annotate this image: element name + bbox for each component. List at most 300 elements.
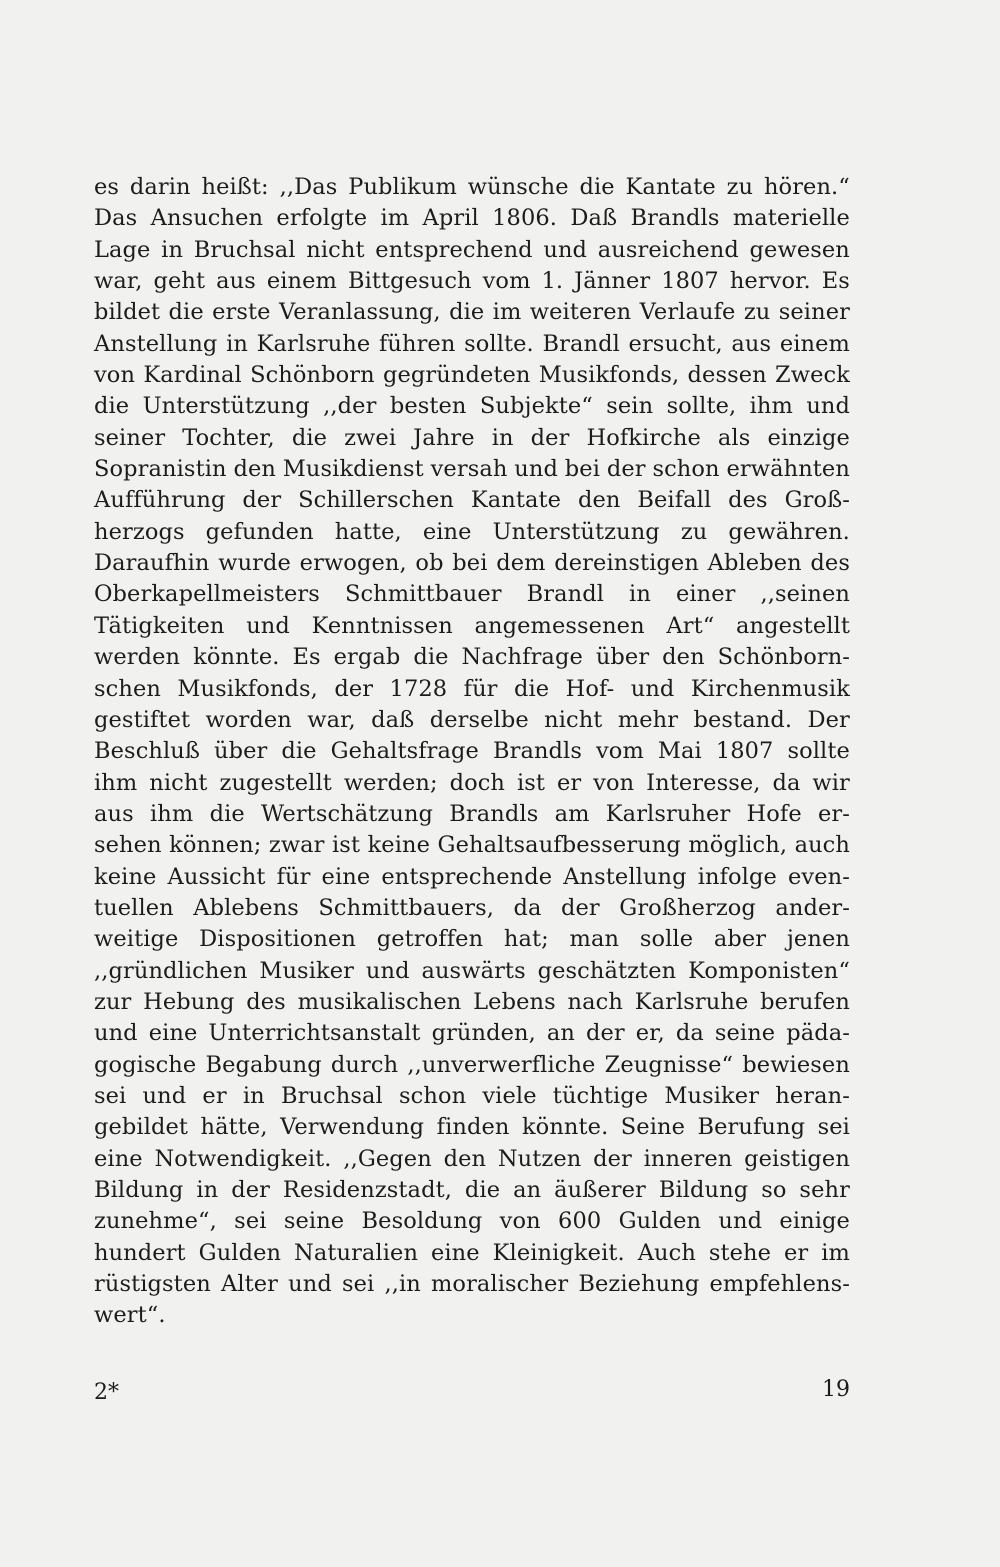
text-line: [94, 642, 850, 673]
word: Unterrichtsanstalt: [208, 1020, 421, 1047]
signature-mark: 2*: [94, 1380, 119, 1405]
word: durch: [330, 1051, 399, 1078]
word: Kleinigkeit.: [492, 1239, 625, 1266]
word: moralischer: [430, 1271, 569, 1298]
word: ,,Gegen: [343, 1145, 432, 1172]
text-line: [94, 391, 850, 422]
word: er,: [635, 1020, 665, 1047]
word: wir: [812, 769, 850, 796]
text-line: [94, 266, 850, 297]
word: Bildung: [658, 1177, 749, 1203]
word: an: [546, 1020, 575, 1047]
word: gewesen: [749, 236, 850, 263]
word: auswärts: [421, 957, 526, 984]
text-line: [94, 203, 850, 234]
word: ,,Das: [279, 174, 338, 200]
word: Brandl: [542, 330, 620, 357]
word: eine: [430, 1239, 480, 1266]
word: Schmittbauer: [344, 581, 502, 608]
word: angemessenen: [474, 612, 645, 639]
text-line: [94, 579, 850, 610]
word: mehr: [617, 706, 679, 733]
word: so: [761, 1177, 787, 1203]
word: vom: [595, 738, 644, 765]
word: erwogen,: [299, 550, 407, 577]
word: darin: [129, 174, 191, 200]
word: Es: [821, 268, 850, 295]
word: ihm: [749, 393, 793, 420]
word: Verwendung: [280, 1114, 425, 1141]
word: können;: [169, 832, 262, 859]
word: er: [202, 1082, 227, 1109]
text-line: [94, 956, 850, 987]
word: Es: [292, 644, 321, 671]
word: er: [556, 769, 582, 796]
word: seiner: [94, 424, 166, 451]
word: zugestellt: [219, 769, 332, 796]
word: gogische: [94, 1051, 197, 1078]
word: ausreichend: [597, 236, 739, 263]
word: könnte.: [521, 1114, 609, 1141]
word: er-: [817, 800, 850, 827]
text-line: [94, 454, 850, 485]
word: sollte,: [666, 393, 737, 420]
word: herzogs: [94, 518, 185, 545]
word: heran-: [775, 1082, 850, 1109]
text-line: [94, 799, 850, 830]
word: Begabung: [205, 1051, 322, 1078]
word: und: [94, 1020, 138, 1047]
word: bildet: [94, 299, 161, 326]
word: Alter: [220, 1271, 279, 1298]
word: 1807: [661, 268, 719, 295]
word: zu: [680, 518, 708, 545]
word: Mai: [657, 738, 702, 765]
word: Beschluß: [94, 738, 201, 765]
word: bei: [564, 456, 601, 483]
word: Hofe: [746, 800, 802, 827]
text-line: [94, 548, 850, 579]
word: Kenntnissen: [311, 612, 453, 639]
word: Kardinal: [143, 362, 242, 389]
word: Zeugnisse“: [604, 1051, 734, 1078]
word: sehen: [94, 832, 162, 859]
word: von: [499, 1208, 541, 1235]
word: aus: [94, 800, 134, 827]
word: Lage: [94, 236, 151, 263]
word: des: [246, 988, 286, 1015]
word: Hebung: [143, 988, 235, 1015]
word: Jänner: [574, 268, 651, 295]
word: Unterstützung: [492, 518, 660, 545]
word: einem: [266, 268, 337, 295]
word: Brandls: [492, 738, 582, 765]
word: Komponisten“: [688, 957, 850, 984]
word: 1728: [389, 675, 448, 702]
word: den: [443, 1145, 487, 1172]
word: solle: [639, 926, 694, 953]
word: Schillerschen: [298, 487, 454, 514]
word: heißt:: [201, 174, 269, 200]
word: nicht: [306, 236, 365, 263]
word: sollte.: [464, 330, 534, 357]
word: sollte: [787, 738, 850, 765]
word: und: [718, 1208, 763, 1235]
text-line: [94, 1300, 850, 1331]
word: hören.“: [763, 174, 850, 200]
word: Großherzog: [619, 894, 756, 921]
word: Lebens: [473, 988, 556, 1015]
word: doch: [449, 769, 506, 796]
word: eine: [94, 1145, 143, 1172]
word: schon: [652, 456, 720, 483]
word: die: [291, 424, 328, 451]
word: den: [577, 487, 621, 514]
word: getroffen: [376, 926, 484, 953]
word: Hof-: [565, 675, 615, 702]
text-line: [94, 297, 850, 328]
word: Notwendigkeit.: [154, 1145, 332, 1172]
word: Brandl: [526, 581, 605, 608]
text-line: [94, 329, 850, 360]
word: Besoldung: [361, 1208, 483, 1235]
word: bestand.: [693, 706, 793, 733]
word: könnte.: [193, 644, 280, 671]
word: und: [514, 456, 558, 483]
word: der: [530, 424, 570, 451]
word: ist: [332, 832, 361, 859]
word: der: [593, 1145, 632, 1172]
word: ob: [415, 550, 444, 577]
word: werden: [94, 644, 181, 671]
word: besten: [389, 393, 467, 420]
word: nicht: [149, 769, 208, 796]
word: nicht: [544, 706, 603, 733]
word: und: [246, 612, 290, 639]
word: Bildung: [94, 1177, 184, 1203]
word: Kantate: [625, 174, 716, 200]
body-text: [94, 172, 850, 1332]
text-line: [94, 360, 850, 391]
word: zwar: [268, 832, 325, 859]
word: keine: [94, 863, 157, 890]
word: tüchtige: [552, 1082, 649, 1109]
word: sei: [94, 1082, 127, 1109]
word: Hofkirche: [586, 424, 701, 451]
word: wünsche: [467, 174, 569, 200]
word: Gehaltsaufbesserung: [437, 832, 681, 859]
word: Oberkapellmeisters: [94, 581, 320, 608]
word: ,,gründlichen: [94, 957, 248, 984]
word: bei: [452, 550, 488, 577]
word: in: [629, 581, 651, 608]
text-line: [94, 768, 850, 799]
word: und: [806, 393, 850, 420]
word: ander-: [775, 894, 850, 921]
word: stehe: [708, 1239, 772, 1266]
word: infolge: [697, 863, 777, 890]
word: vom: [482, 268, 531, 295]
word: Auch: [637, 1239, 696, 1266]
word: des: [810, 550, 850, 577]
word: Musikdienst: [282, 456, 424, 483]
word: Schmittbauers,: [318, 894, 495, 921]
word: Schönborn-: [717, 644, 850, 671]
word: 1.: [541, 268, 564, 295]
word: wurde: [218, 550, 291, 577]
text-line: [94, 423, 850, 454]
text-line: [94, 172, 850, 203]
word: Brandls: [630, 205, 720, 232]
word: einzige: [767, 424, 850, 451]
text-line: [94, 485, 850, 516]
word: gebildet: [94, 1114, 189, 1141]
word: des: [728, 487, 768, 514]
word: musikalischen: [297, 988, 462, 1015]
word: keine: [367, 832, 431, 859]
word: in: [196, 1177, 219, 1203]
text-line: [94, 674, 850, 705]
word: empfehlens-: [709, 1271, 850, 1298]
word: erfolgte: [276, 205, 368, 232]
word: gefunden: [205, 518, 314, 545]
word: viele: [482, 1082, 537, 1109]
word: der: [585, 1020, 625, 1047]
word: 600: [558, 1208, 602, 1235]
word: Nutzen: [497, 1145, 582, 1172]
word: die: [413, 644, 449, 671]
word: und: [288, 1271, 332, 1298]
word: derselbe: [429, 706, 529, 733]
word: aber: [713, 926, 767, 953]
word: sehr: [799, 1177, 850, 1203]
word: Der: [807, 706, 850, 733]
word: äußerer: [554, 1177, 646, 1203]
word: finden: [436, 1114, 510, 1141]
word: werden;: [343, 769, 438, 796]
word: der: [334, 675, 374, 702]
word: Tochter,: [182, 424, 275, 451]
word: hervor.: [729, 268, 811, 295]
text-line: [94, 1206, 850, 1237]
word: hundert: [94, 1239, 186, 1266]
word: Art“: [666, 612, 715, 639]
text-line: [94, 1018, 850, 1049]
text-line: [94, 235, 850, 266]
word: der: [242, 487, 282, 514]
word: Schönborn: [250, 362, 375, 389]
word: in: [226, 330, 248, 357]
word: erste: [212, 299, 271, 326]
word: im: [492, 299, 522, 326]
word: Nachfrage: [461, 644, 583, 671]
text-line: [94, 1112, 850, 1143]
word: Beifall: [637, 487, 712, 514]
text-line: [94, 1238, 850, 1269]
word: Gulden: [198, 1239, 282, 1266]
word: der: [231, 1177, 270, 1203]
word: sei: [341, 1271, 375, 1298]
word: und: [142, 1082, 187, 1109]
word: die: [513, 675, 550, 702]
word: ihm: [94, 769, 138, 796]
word: Wertschätzung: [261, 800, 434, 827]
word: Anstellung: [563, 863, 687, 890]
text-line: [94, 705, 850, 736]
text-line: [94, 517, 850, 548]
word: seine: [283, 1208, 345, 1235]
word: der: [606, 456, 646, 483]
word: ,,unverwerfliche: [407, 1051, 596, 1078]
word: im: [380, 205, 410, 232]
word: ,,seinen: [760, 581, 850, 608]
word: einer: [675, 581, 736, 608]
word: Kantate: [470, 487, 562, 514]
word: geht: [153, 268, 206, 295]
word: man: [569, 926, 620, 953]
text-line: [94, 893, 850, 924]
word: berufen: [760, 988, 850, 1015]
word: Verlaufe: [639, 299, 736, 326]
word: Musiker: [259, 957, 355, 984]
word: Brandls: [449, 800, 539, 827]
word: schon: [399, 1082, 467, 1109]
word: der: [561, 894, 600, 921]
word: even-: [787, 863, 850, 890]
word: und: [630, 675, 675, 702]
word: 1806.: [492, 205, 558, 232]
word: wert“.: [94, 1302, 166, 1329]
word: Groß-: [784, 487, 850, 514]
text-line: [94, 611, 850, 642]
word: Veranlassung,: [278, 299, 441, 326]
word: die: [281, 738, 317, 765]
word: inneren: [643, 1145, 733, 1172]
word: sein: [606, 393, 654, 420]
word: zu: [743, 299, 771, 326]
word: Das: [94, 205, 138, 232]
word: war,: [94, 268, 143, 295]
word: schen: [94, 675, 161, 702]
word: für: [276, 863, 311, 890]
word: hätte,: [200, 1114, 268, 1141]
word: den: [233, 456, 276, 483]
word: jenen: [786, 926, 850, 953]
word: Daraufhin: [94, 550, 210, 577]
word: Seine: [620, 1114, 686, 1141]
word: führen: [378, 330, 456, 357]
text-line: [94, 736, 850, 767]
word: weiteren: [529, 299, 632, 326]
word: rüstigsten: [94, 1271, 211, 1298]
text-line: [94, 862, 850, 893]
word: daß: [371, 706, 415, 733]
word: die: [94, 393, 130, 420]
word: seine: [714, 1020, 776, 1047]
word: eine: [422, 518, 472, 545]
word: Aussicht: [167, 863, 266, 890]
word: seiner: [778, 299, 850, 326]
word: zur: [94, 988, 132, 1015]
word: versah: [430, 456, 508, 483]
word: Kirchenmusik: [690, 675, 850, 702]
word: da: [513, 894, 542, 921]
word: sei: [234, 1208, 267, 1235]
word: eine: [321, 863, 371, 890]
word: weitige: [94, 926, 179, 953]
word: einem: [779, 330, 850, 357]
word: möglich,: [688, 832, 788, 859]
word: von: [94, 362, 136, 389]
word: materielle: [732, 205, 850, 232]
text-line: [94, 1144, 850, 1175]
word: Karlsruhe: [634, 988, 749, 1015]
word: päda-: [786, 1020, 850, 1047]
word: und: [365, 957, 410, 984]
word: nach: [567, 988, 623, 1015]
word: er: [783, 1239, 809, 1266]
word: Beziehung: [578, 1271, 700, 1298]
word: Musiker: [664, 1082, 760, 1109]
word: entsprechend: [375, 236, 533, 263]
word: gründen,: [431, 1020, 536, 1047]
word: Karlsruher: [605, 800, 731, 827]
word: April: [422, 205, 479, 232]
word: dem: [496, 550, 546, 577]
word: zunehme“,: [94, 1208, 217, 1235]
word: geschätzten: [537, 957, 677, 984]
word: angestellt: [736, 612, 850, 639]
text-line: [94, 924, 850, 955]
word: gestiftet: [94, 706, 191, 733]
word: Bittgesuch: [347, 268, 472, 295]
word: geistigen: [744, 1145, 850, 1172]
word: über: [595, 644, 650, 671]
word: den: [662, 644, 705, 671]
word: Bruchsal: [193, 236, 296, 263]
word: in: [242, 1082, 265, 1109]
word: Aufführung: [94, 487, 226, 514]
word: an: [513, 1177, 542, 1203]
word: erwähnten: [726, 456, 850, 483]
word: Gehaltsfrage: [330, 738, 479, 765]
word: da: [772, 769, 801, 796]
word: die: [579, 174, 615, 200]
word: Berufung: [697, 1114, 806, 1141]
word: hatte,: [334, 518, 402, 545]
word: bewiesen: [742, 1051, 850, 1078]
word: in: [491, 424, 514, 451]
word: hat;: [503, 926, 549, 953]
word: gegründeten: [382, 362, 531, 389]
word: Daß: [570, 205, 618, 232]
word: eine: [148, 1020, 198, 1047]
word: ersucht,: [628, 330, 723, 357]
word: ist: [516, 769, 546, 796]
word: ihm: [150, 800, 194, 827]
word: Anstellung: [94, 330, 218, 357]
word: sei: [817, 1114, 850, 1141]
word: Musikfonds,: [538, 362, 680, 389]
word: Jahre: [413, 424, 475, 451]
word: dereinstigen: [554, 550, 699, 577]
text-line: [94, 1269, 850, 1300]
word: Karlsruhe: [256, 330, 371, 357]
word: ,,in: [384, 1271, 421, 1298]
word: über: [214, 738, 268, 765]
word: Unterstützung: [142, 393, 310, 420]
word: Residenzstadt,: [282, 1177, 452, 1203]
